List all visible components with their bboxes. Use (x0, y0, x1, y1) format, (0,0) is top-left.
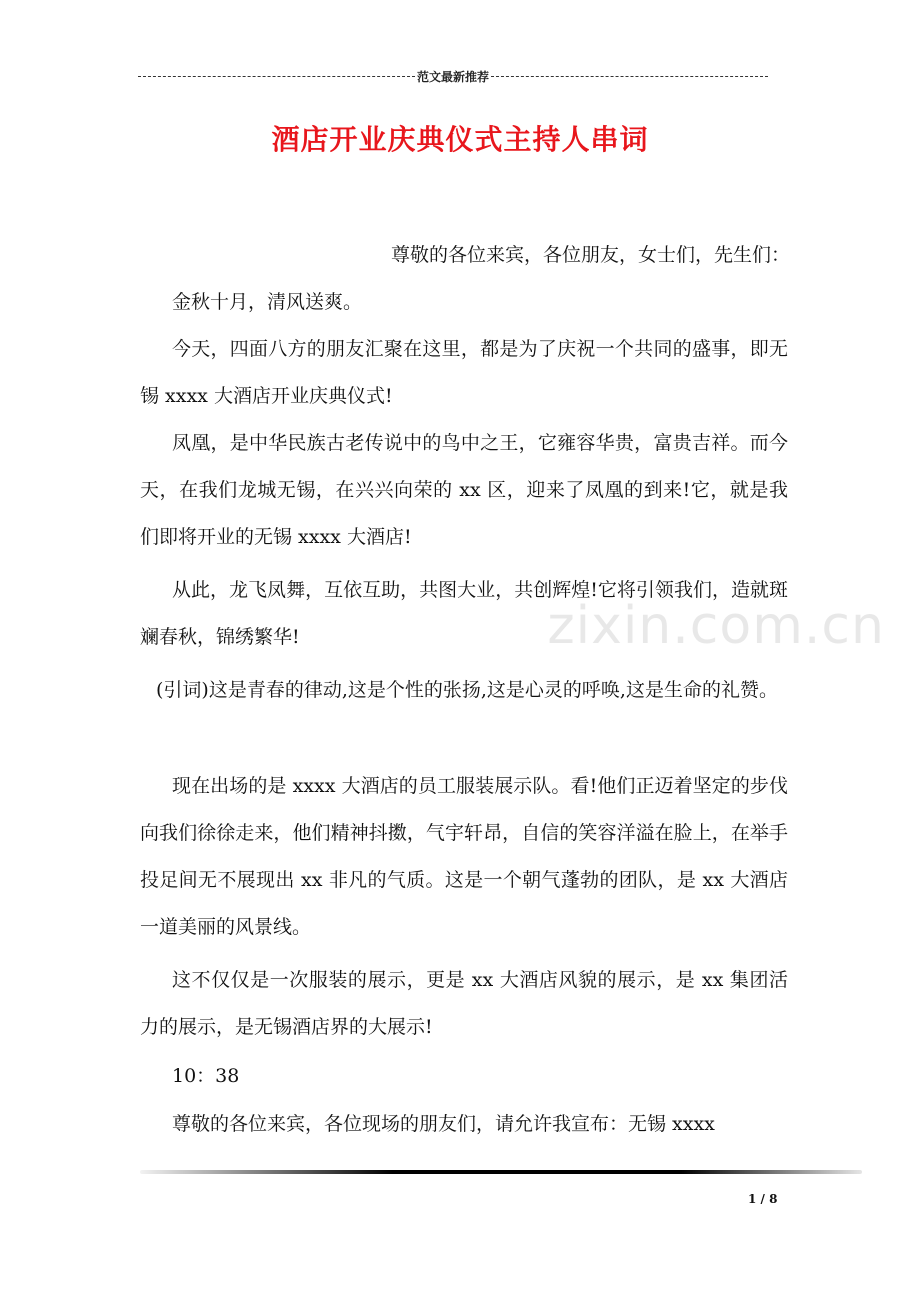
paragraph-announcement: 尊敬的各位来宾，各位现场的朋友们，请允许我宣布：无锡 xxxx (172, 1113, 715, 1135)
paragraph-today: 今天，四面八方的朋友汇聚在这里，都是为了庆祝一个共同的盛事，即无锡 xxxx 大酒店开业庆典仪式! (140, 338, 788, 407)
page-header (138, 66, 768, 86)
header-text: 范文最新推荐 (417, 69, 490, 84)
page-number: 1 / 8 (748, 1192, 778, 1206)
salutation-paragraph: 尊敬的各位来宾，各位朋友，女士们，先生们： (390, 244, 790, 266)
footer-rule (140, 1170, 862, 1174)
header-dash-right (491, 76, 768, 77)
watermark: zixin.com.cn (547, 596, 885, 656)
time-stamp: 10：38 (172, 1065, 240, 1087)
paragraph-autumn: 金秋十月，清风送爽。 (172, 291, 363, 313)
paragraph-fashion-show: 现在出场的是 xxxx 大酒店的员工服装展示队。看!他们正迈着坚定的步伐向我们徐徐走来，他们精神抖擞，气宇轩昂，自信的笑容洋溢在脸上，在举手投足间无不展现出 xx 非凡的气质。这是一个朝气蓬勃的团队，是 xx 大酒店一道美丽的风景线。 (140, 775, 788, 938)
paragraph-phoenix: 凤凰，是中华民族古老传说中的鸟中之王，它雍容华贵，富贵吉祥。而今天，在我们龙城无锡，在兴兴向荣的 xx 区，迎来了凤凰的到来!它，就是我们即将开业的无锡 xxxx 大酒店! (140, 432, 788, 548)
paragraph-from-now: 从此，龙飞凤舞，互依互助，共图大业，共创辉煌!它将引领我们，造就斑斓春秋，锦绣繁华! (140, 579, 788, 648)
paragraph-showcase: 这不仅仅是一次服装的展示，更是 xx 大酒店风貌的展示，是 xx 集团活力的展示，是无锡酒店界的大展示! (140, 969, 788, 1038)
paragraph-intro-words: (引词)这是青春的律动,这是个性的张扬,这是心灵的呼唤,这是生命的礼赞。 (156, 679, 778, 701)
header-dash-left (138, 76, 415, 77)
document-title: 酒店开业庆典仪式主持人串词 (271, 123, 649, 156)
